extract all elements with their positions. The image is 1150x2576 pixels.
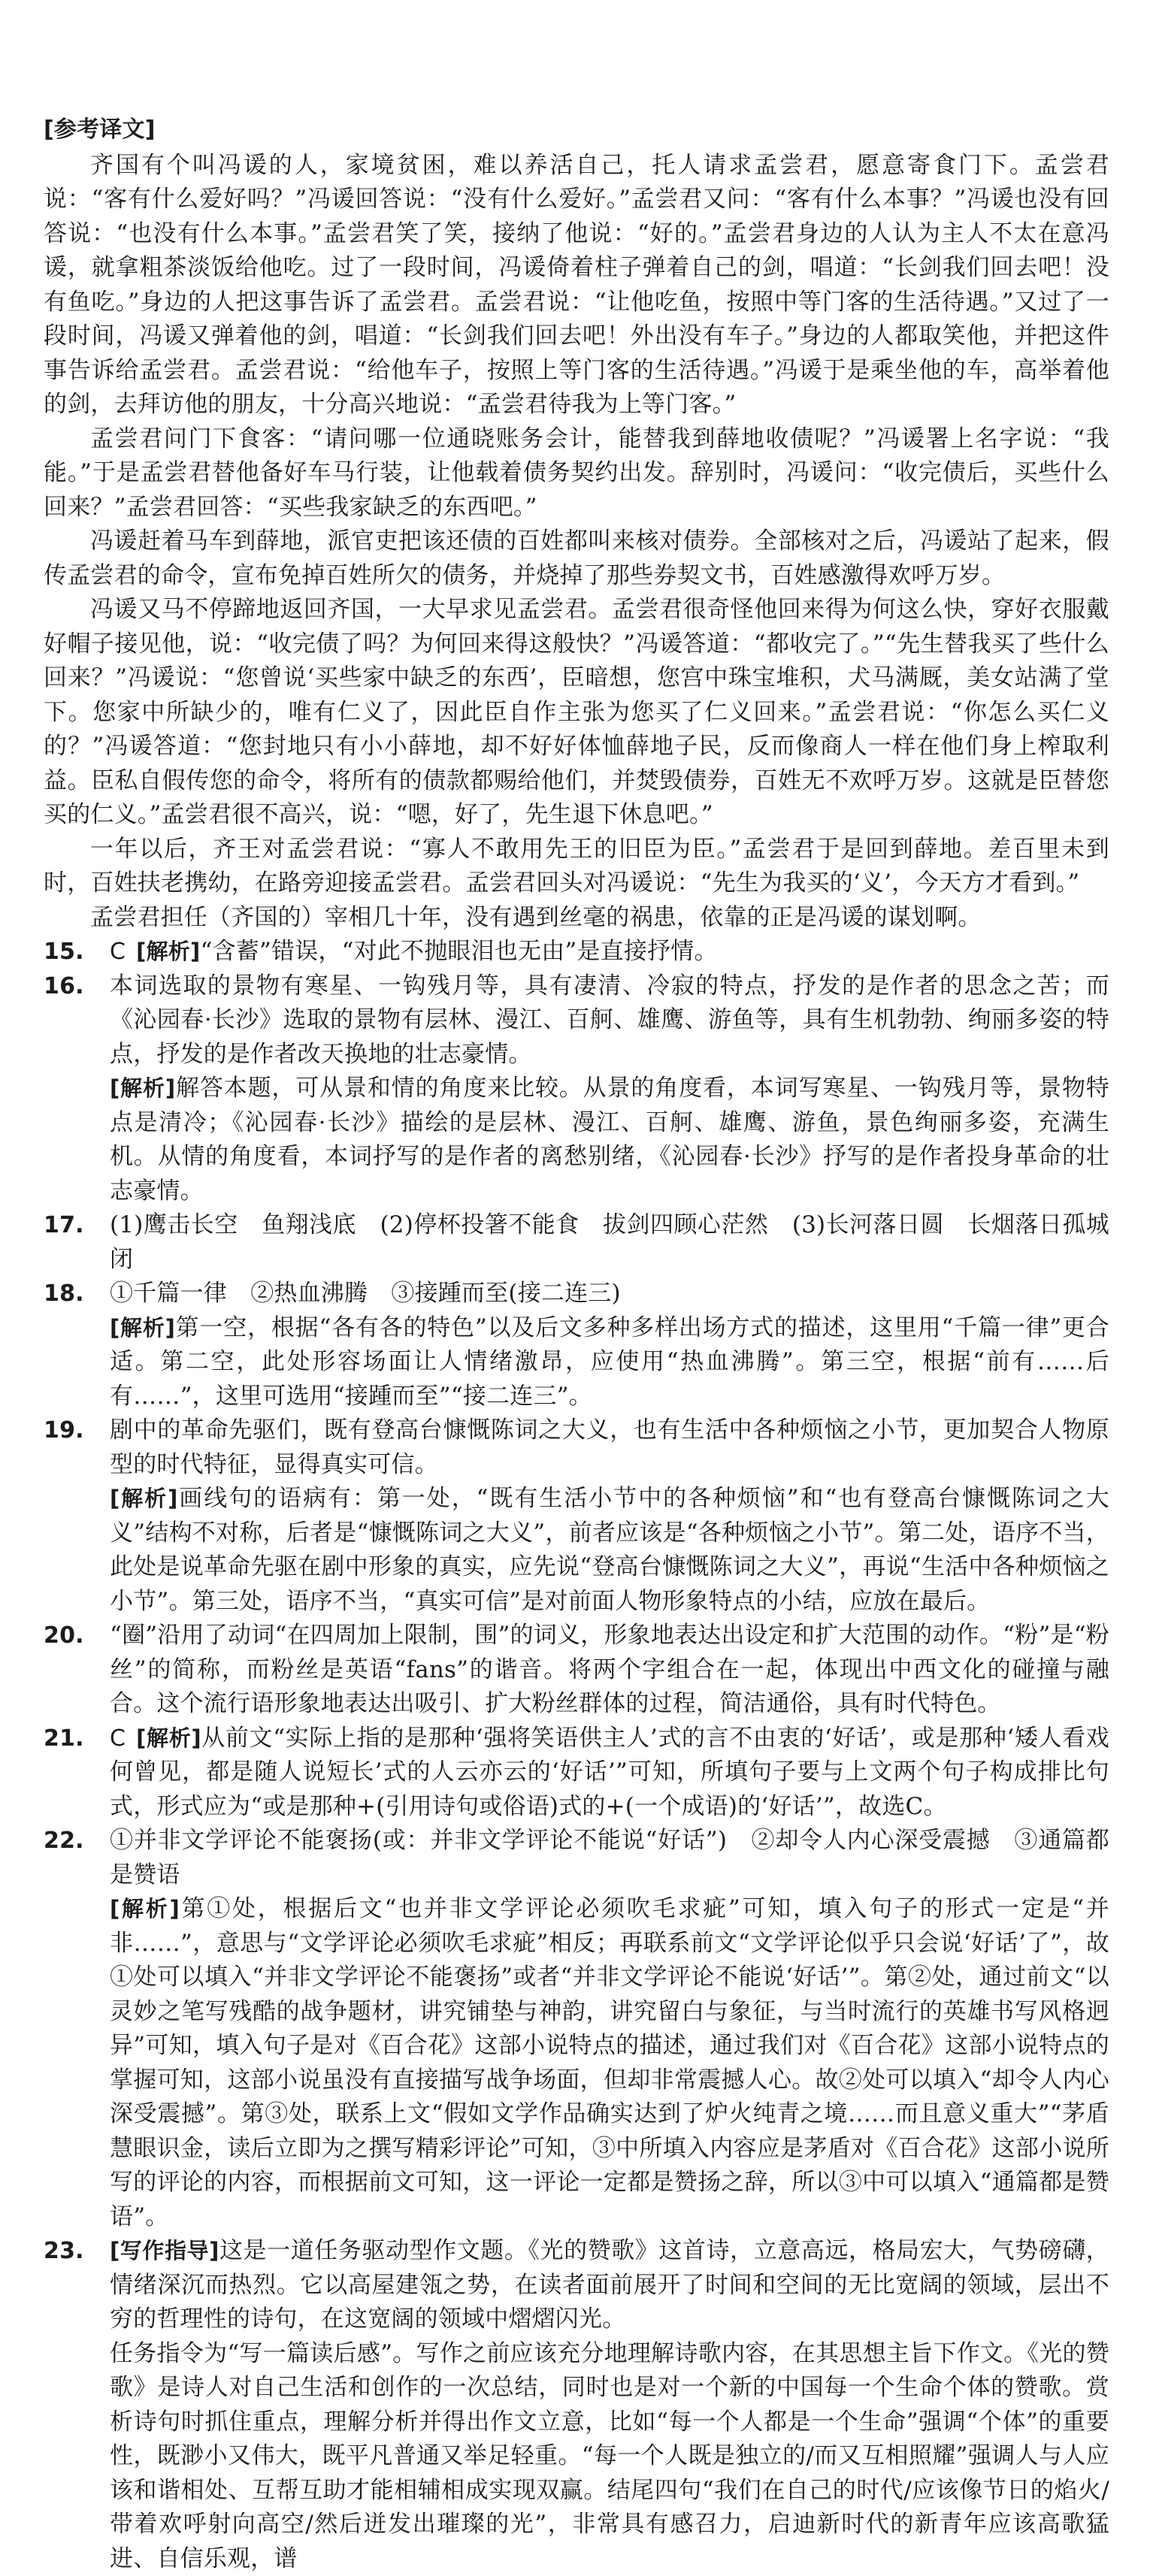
answer-item-21	[44, 1722, 1109, 1825]
question-number: 17.	[44, 1208, 84, 1243]
analysis-text: 画线句的语病有：第一处，“既有生活小节中的各种烦恼”和“也有登高台慷慨陈词之大义”结构不对称，后者是“慷慨陈词之大义”，前者应该是“各种烦恼之小节”。第二处，语序不当，此处是说革命先驱在剧中形象的真实，应先说“登高台慷慨陈词之大义”，再说“生活中各种烦恼之小节”。第三处，语序不当，“真实可信”是对前面人物形象特点的小结，应放在最后。	[110, 1485, 1109, 1615]
answer-item-22	[44, 1824, 1109, 2234]
question-number: 19.	[44, 1413, 84, 1448]
answer-text: ①千篇一律 ②热血沸腾 ③接踵而至(接二连三)	[110, 1277, 1109, 1311]
answer-text: 本词选取的景物有寒星、一钩残月等，具有凄清、冷寂的特点，抒发的是作者的思念之苦；而《沁园春·长沙》选取的景物有层林、漫江、百舸、雄鹰、游鱼等，具有生机勃勃、绚丽多姿的特点，抒发的是作者改天换地的壮志豪情。	[110, 969, 1109, 1072]
analysis-tag: [解析]	[110, 1896, 180, 1921]
analysis-text: 任务指令为“写一篇读后感”。写作之前应该充分地理解诗歌内容，在其思想主旨下作文。《光的赞歌》是诗人对自己生活和创作的一次总结，同时也是对一个新的中国每一个生命个体的赞歌。赏析诗句时抓住重点，理解分析并得出作文立意，比如“每一个人都是一个生命”强调“个体”的重要性，既渺小又伟大，既平凡普通又举足轻重。“每一个人既是独立的/而又互相照耀”强调人与人应该和谐相处、互帮互助才能相辅相成实现双赢。结尾四句“我们在自己的时代/应该像节日的焰火/带着欢呼射向高空/然后迸发出璀璨的光”，非常具有感召力，启迪新时代的新青年应该高歌猛进、自信乐观，谱	[110, 2337, 1109, 2576]
analysis-text: 第①处，根据后文“也并非文学评论必须吹毛求疵”可知，填入句子的形式一定是“并非……”，意思与“文学评论必须吹毛求疵”相反；再联系前文“文学评论似乎只会说‘好话’了”，故①处可以填入“并非文学评论不能褒扬”或者“并非文学评论不能说‘好话’”。第②处，通过前文“以灵妙之笔写残酷的战争题材，讲究铺垫与神韵，讲究留白与象征，与当时流行的英雄书写风格迥异”可知，填入句子是对《百合花》这部小说特点的描述，通过我们对《百合花》这部小说特点的掌握可知，这部小说虽没有直接描写战争场面，但却非常震撼人心。故②处可以填入“却令人内心深受震撼”。第③处，联系上文“假如文学作品确实达到了炉火纯青之境……而且意义重大”“茅盾慧眼识金，读后立即为之撰写精彩评论”可知，③中所填入内容应是茅盾对《百合花》这部小说所写的评论的内容，而根据前文可知，这一评论一定都是赞扬之辞，所以③中可以填入“通篇都是赞语”。	[110, 1895, 1109, 2230]
answer-text: ①并非文学评论不能褒扬(或：并非文学评论不能说“好话”) ②却令人内心深受震撼 ③通篇都是赞语	[110, 1824, 1109, 1892]
answer-page	[44, 113, 1109, 2576]
translation-paragraph: 冯谖又马不停蹄地返回齐国，一大早求见孟尝君。孟尝君很奇怪他回来得为何这么快，穿好衣服戴好帽子接见他，说：“收完债了吗？为何回来得这般快？”冯谖答道：“都收完了。”“先生替我买了些什么回来？”冯谖说：“您曾说‘买些家中缺乏的东西’，臣暗想，您宫中珠宝堆积，犬马满厩，美女站满了堂下。您家中所缺少的，唯有仁义了，因此臣自作主张为您买了仁义回来。”孟尝君说：“你怎么买仁义的？”冯谖答道：“您封地只有小小薛地，却不好好体恤薛地子民，反而像商人一样在他们身上榨取利益。臣私自假传您的命令，将所有的债款都赐给他们，并焚毁债券，百姓无不欢呼万岁。这就是臣替您买的仁义。”孟尝君很不高兴，说：“嗯，好了，先生退下休息吧。”	[44, 593, 1109, 833]
translation-paragraph: 孟尝君问门下食客：“请问哪一位通晓账务会计，能替我到薛地收债呢？”冯谖署上名字说：“我能。”于是孟尝君替他备好车马行装，让他载着债务契约出发。辞别时，冯谖问：“收完债后，买些什么回来？”孟尝君回答：“买些我家缺乏的东西吧。”	[44, 422, 1109, 525]
question-number: 23.	[44, 2234, 84, 2269]
answer-item-19	[44, 1413, 1109, 1619]
writing-guide-tag: [写作指导]	[110, 2238, 219, 2263]
translation-heading: [参考译文]	[44, 113, 1109, 147]
analysis-text: 第一空，根据“各有各的特色”以及后文多种多样出场方式的描述，这里用“千篇一律”更合适。第二空，此处形容场面让人情绪激昂，应使用“热血沸腾”。第三空，根据“前有……后有……”，这里可选用“接踵而至”“接二连三”。	[110, 1314, 1109, 1410]
translation-paragraph: 冯谖赶着马车到薛地，派官吏把该还债的百姓都叫来核对债券。全部核对之后，冯谖站了起来，假传孟尝君的命令，宣布免掉百姓所欠的债务，并烧掉了那些券契文书，百姓感激得欢呼万岁。	[44, 525, 1109, 593]
question-number: 15.	[44, 935, 84, 969]
question-number: 18.	[44, 1277, 84, 1311]
answer-text: 剧中的革命先驱们，既有登高台慷慨陈词之大义，也有生活中各种烦恼之小节，更加契合人物原型的时代特征，显得真实可信。	[110, 1413, 1109, 1482]
question-number: 21.	[44, 1722, 84, 1756]
analysis-tag: [解析]	[110, 1486, 178, 1511]
answer-text: 这是一道任务驱动型作文题。《光的赞歌》这首诗，立意高远，格局宏大，气势磅礴，情绪深沉而热烈。它以高屋建瓴之势，在读者面前展开了时间和空间的无比宽阔的领域，层出不穷的哲理性的诗句，在这宽阔的领域中熠熠闪光。	[110, 2237, 1109, 2333]
answer-item-18	[44, 1277, 1109, 1413]
analysis-text: 解答本题，可从景和情的角度来比较。从景的角度看，本词写寒星、一钩残月等，景物特点是清冷；《沁园春·长沙》描绘的是层林、漫江、百舸、雄鹰、游鱼，景色绚丽多姿，充满生机。从情的角度看，本词抒写的是作者的离愁别绪，《沁园春·长沙》抒写的是作者投身革命的壮志豪情。	[110, 1075, 1109, 1205]
answer-item-17	[44, 1208, 1109, 1277]
translation-paragraph: 一年以后，齐王对孟尝君说：“寡人不敢用先王的旧臣为臣。”孟尝君于是回到薛地。差百里未到时，百姓扶老携幼，在路旁迎接孟尝君。孟尝君回头对冯谖说：“先生为我买的‘义’，今天方才看到。”	[44, 833, 1109, 901]
answer-text: “含蓄”错误，“对此不抛眼泪也无由”是直接抒情。	[200, 938, 717, 965]
analysis-tag: [解析]	[136, 1725, 201, 1751]
answer-choice: C	[110, 939, 126, 965]
answer-item-15	[44, 935, 1109, 969]
analysis-tag: [解析]	[136, 939, 200, 964]
question-number: 16.	[44, 969, 84, 1004]
answer-text: “圈”沿用了动词“在四周加上限制，围”的词义，形象地表达出设定和扩大范围的动作。“粉”是“粉丝”的简称，而粉丝是英语“fans”的谐音。将两个字组合在一起，体现出中西文化的碰撞与融合。这个流行语形象地表达出吸引、扩大粉丝群体的过程，简洁通俗，具有时代特色。	[110, 1619, 1109, 1722]
analysis-tag: [解析]	[110, 1315, 175, 1341]
analysis-tag: [解析]	[110, 1075, 175, 1101]
question-number: 22.	[44, 1824, 84, 1858]
answer-item-20	[44, 1619, 1109, 1722]
answer-text: (1)鹰击长空 鱼翔浅底 (2)停杯投箸不能食 拔剑四顾心茫然 (3)长河落日圆 长烟落日孤城闭	[110, 1208, 1109, 1277]
answer-choice: C	[110, 1725, 126, 1752]
translation-paragraph: 孟尝君担任（齐国的）宰相几十年，没有遇到丝毫的祸患，依靠的正是冯谖的谋划啊。	[44, 901, 1109, 936]
question-number: 20.	[44, 1619, 84, 1653]
answer-item-16	[44, 969, 1109, 1209]
translation-paragraph: 齐国有个叫冯谖的人，家境贫困，难以养活自己，托人请求孟尝君，愿意寄食门下。孟尝君说：“客有什么爱好吗？”冯谖回答说：“没有什么爱好。”孟尝君又问：“客有什么本事？”冯谖也没有回答说：“也没有什么本事。”孟尝君笑了笑，接纳了他说：“好的。”孟尝君身边的人认为主人不太在意冯谖，就拿粗茶淡饭给他吃。过了一段时间，冯谖倚着柱子弹着自己的剑，唱道：“长剑我们回去吧！没有鱼吃。”身边的人把这事告诉了孟尝君。孟尝君说：“让他吃鱼，按照中等门客的生活待遇。”又过了一段时间，冯谖又弹着他的剑，唱道：“长剑我们回去吧！外出没有车子。”身边的人都取笑他，并把这件事告诉给孟尝君。孟尝君说：“给他车子，按照上等门客的生活待遇。”冯谖于是乘坐他的车，高举着他的剑，去拜访他的朋友，十分高兴地说：“孟尝君待我为上等门客。”	[44, 149, 1109, 422]
answer-item-23	[44, 2234, 1109, 2576]
answer-text: 从前文“实际上指的是那种‘强将笑语供主人’式的言不由衷的‘好话’，或是那种‘矮人看戏何曾见，都是随人说短长’式的人云亦云的‘好话’”可知，所填句子要与上文两个句子构成排比句式，形式应为“或是那种+(引用诗句或俗语)式的+(一个成语)的‘好话’”，故选C。	[110, 1725, 1109, 1820]
